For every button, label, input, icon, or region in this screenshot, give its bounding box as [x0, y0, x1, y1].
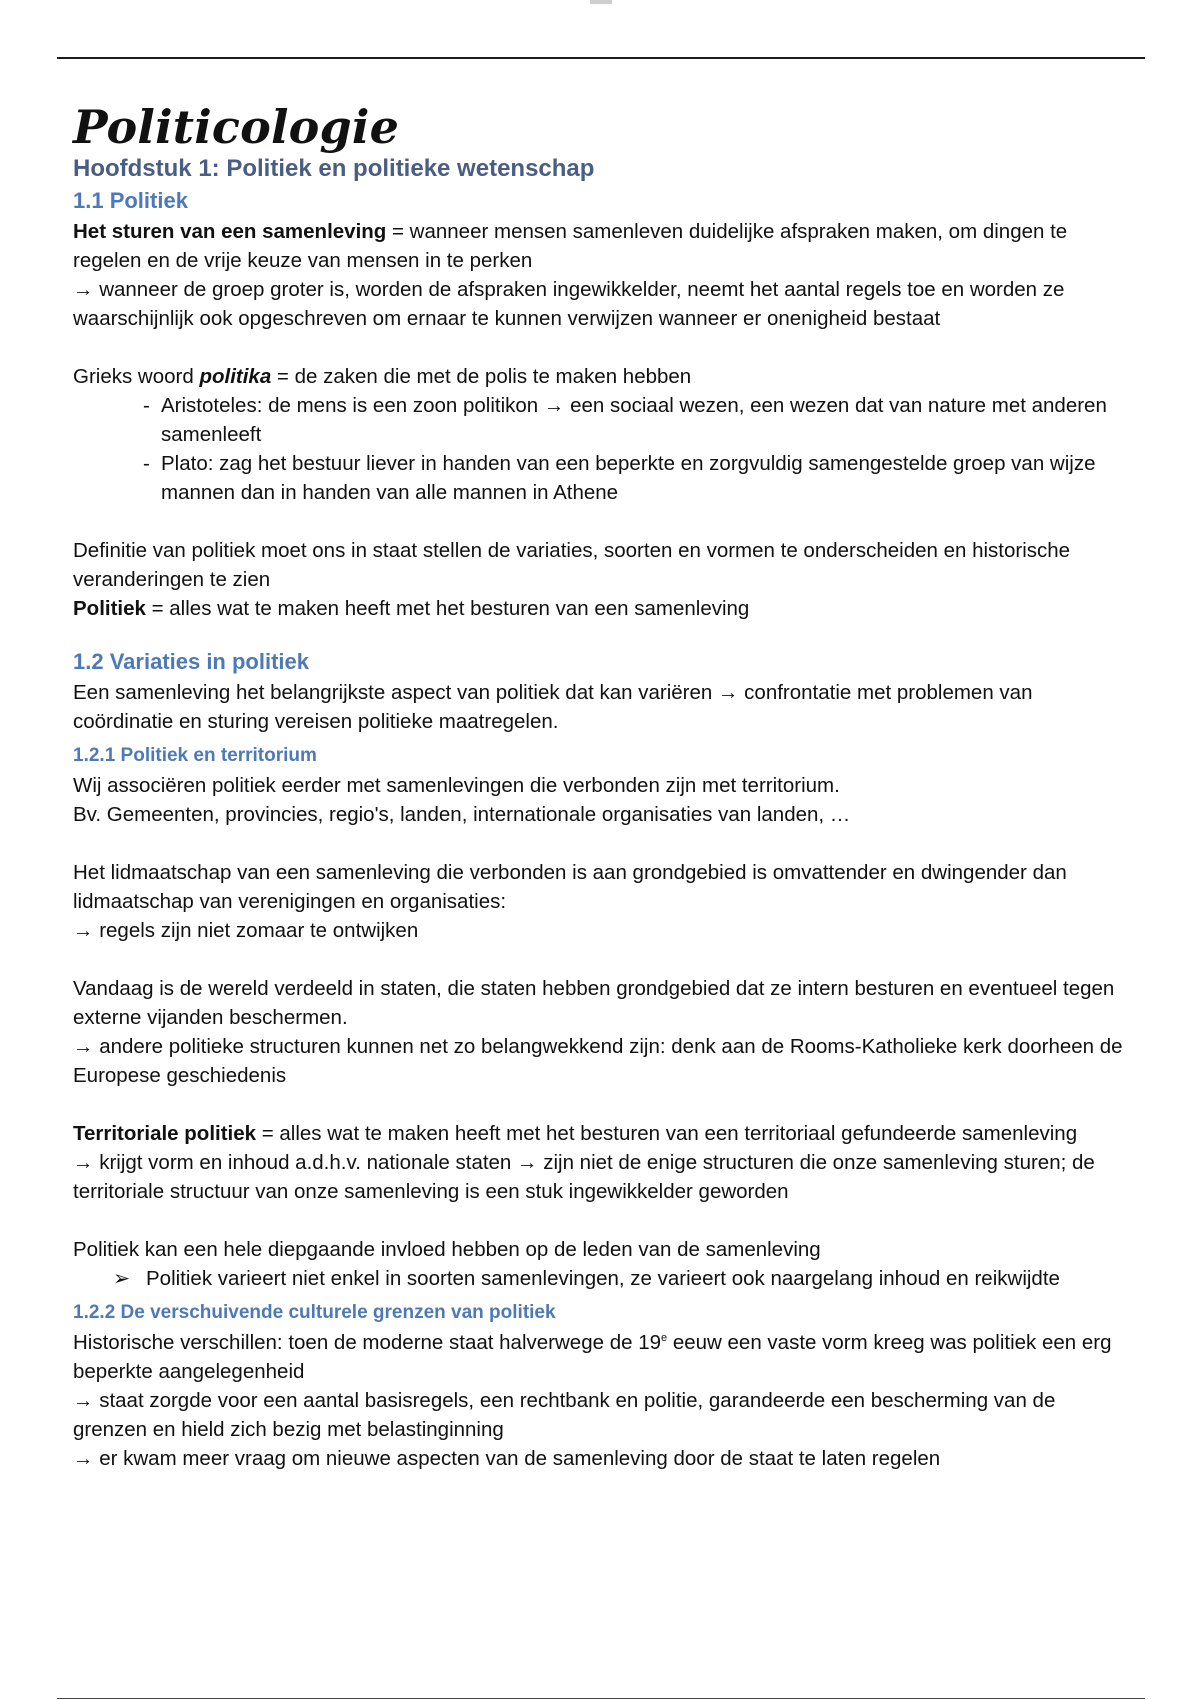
definition-territoriale-politiek: = alles wat te maken heeft met het besturen van een territoriaal gefundeerde samenleving — [256, 1122, 1078, 1145]
paragraph-territorium-examples: Bv. Gemeenten, provincies, regio's, landen, internationale organisaties van landen, … — [73, 803, 851, 826]
term-territoriale-politiek: Territoriale politiek — [73, 1122, 257, 1145]
list-item-varieert — [113, 1264, 1135, 1293]
list-item-plato: - Plato: zag het bestuur liever in handen van een beperkte en zorgvuldig samengestelde groep van wijze mannen dan in handen van alle mannen in Athene — [143, 449, 1135, 507]
term-politiek: Politiek — [73, 597, 146, 620]
grieks-prefix: Grieks woord — [73, 365, 200, 388]
section-1-2-2-heading: 1.2.2 De verschuivende culturele grenzen van politiek — [73, 1302, 556, 1323]
paragraph-definitie: Definitie van politiek moet ons in staat stellen de variaties, soorten en vormen te onderscheiden en historische veranderingen te zien — [73, 539, 1071, 591]
chapter-heading: Hoofdstuk 1: Politiek en politieke wetenschap — [73, 155, 595, 182]
paragraph-territorium-1: Wij associëren politiek eerder met samenlevingen die verbonden zijn met territorium. — [73, 774, 840, 797]
superscript-e: e — [661, 1332, 668, 1345]
header-rule — [57, 57, 1145, 59]
philosophers-list — [73, 391, 1135, 507]
arrow-line-nationale-staten: → krijgt vorm en inhoud a.d.h.v. nationale staten → zijn niet de enige structuren die onze samenleving sturen; de territoriale structuur van onze samenleving is een stuk ingewikkelder geworden — [73, 1151, 1095, 1203]
section-1-1-heading: 1.1 Politiek — [73, 188, 188, 213]
term-sturen: Het sturen van een samenleving — [73, 220, 387, 243]
arrow-line-basisregels: → staat zorgde voor een aantal basisregels, een rechtbank en politie, garandeerde een bescherming van de grenzen en hield zich bezig met belastinginning — [73, 1389, 1056, 1441]
document-title: Politicologie — [73, 100, 400, 154]
definition-politiek: = alles wat te maken heeft met het besturen van een samenleving — [145, 597, 750, 620]
arrow-line-nieuwe-aspecten: → er kwam meer vraag om nieuwe aspecten van de samenleving door de staat te laten regelen — [73, 1447, 941, 1470]
paragraph-variaties: Een samenleving het belangrijkste aspect van politiek dat kan variëren → confrontatie met problemen van coördinatie en sturing vereisen politieke maatregelen. — [73, 681, 1033, 733]
list-item-varieert-text: Politiek varieert niet enkel in soorten samenlevingen, ze varieert ook naargelang inhoud en reikwijdte — [146, 1267, 1060, 1290]
footer-rule — [57, 1698, 1145, 1699]
arrow-bullet-list — [73, 1264, 1135, 1293]
arrow-line-regels: → regels zijn niet zomaar te ontwijken — [73, 919, 419, 942]
historische-text-start: Historische verschillen: toen de moderne staat halverwege de 19 — [73, 1331, 661, 1354]
paragraph-invloed: Politiek kan een hele diepgaande invloed hebben op de leden van de samenleving — [73, 1238, 821, 1261]
arrow-line-structuren: → andere politieke structuren kunnen net zo belangwekkend zijn: denk aan de Rooms-Katholieke kerk doorheen de Europese geschiedenis — [73, 1035, 1123, 1087]
arrowhead-bullet-icon: ➢ — [113, 1267, 131, 1290]
section-1-2-1-heading: 1.2.1 Politiek en territorium — [73, 745, 317, 766]
arrow-line-groep: → wanneer de groep groter is, worden de afspraken ingewikkelder, neemt het aantal regels toe en worden ze waarschijnlijk ook opgeschreven om ernaar te kunnen verwijzen wanneer er onenigheid bestaat — [73, 278, 1065, 330]
list-item-aristoteles: - Aristoteles: de mens is een zoon politikon → een sociaal wezen, een wezen dat van nature met anderen samenleeft — [143, 391, 1135, 449]
page-marker — [590, 0, 612, 4]
paragraph-historische-verschillen — [73, 1328, 1135, 1386]
grieks-definition: = de zaken die met de polis te maken hebben — [271, 365, 692, 388]
paragraph-territoriale-politiek — [73, 1119, 1135, 1148]
paragraph-grieks — [73, 362, 1135, 391]
historische-text-end: eeuw een vaste vorm kreeg was politiek een erg beperkte aangelegenheid — [73, 1331, 1112, 1383]
paragraph-politiek-definitie — [73, 594, 1135, 623]
definition-sturen: = wanneer mensen samenleven duidelijke afspraken maken, om dingen te regelen en de vrije keuze van mensen in te perken — [73, 220, 1068, 272]
paragraph-sturen — [73, 217, 1135, 275]
paragraph-staten: Vandaag is de wereld verdeeld in staten, die staten hebben grondgebied dat ze intern besturen en eventueel tegen externe vijanden beschermen. — [73, 977, 1115, 1029]
paragraph-lidmaatschap: Het lidmaatschap van een samenleving die verbonden is aan grondgebied is omvattender en dwingender dan lidmaatschap van verenigingen en organisaties: — [73, 861, 1067, 913]
document-body — [73, 100, 1135, 1473]
term-politika: politika — [199, 365, 272, 388]
section-1-2-heading: 1.2 Variaties in politiek — [73, 649, 309, 674]
